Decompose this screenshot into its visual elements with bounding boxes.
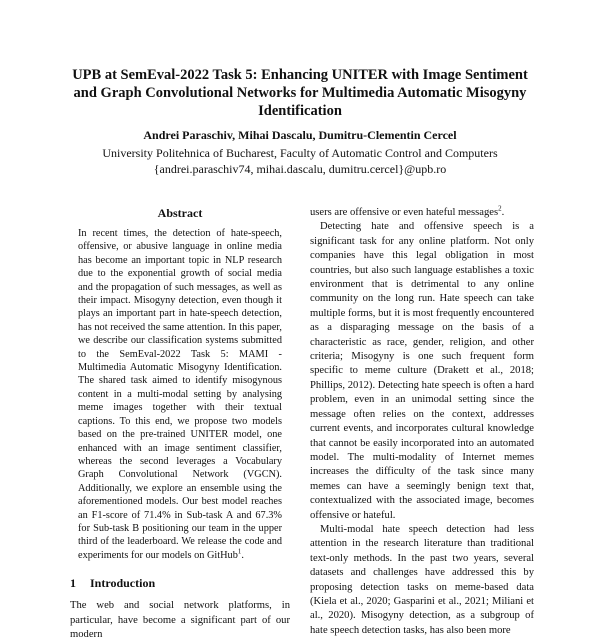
introduction-text: The web and social network platforms, in particular, have become a significant part of our modern xyxy=(70,600,290,640)
paragraph-hate-speech: Detecting hate and offensive speech is a significant task for any online platform. Not only companies have this legal obligation in most countries, but also such language establishes a toxic environment that is detrimental to any online community on the long run. Hate speech can take multiple forms, but it is most frequently encountered as a disparaging message on the basis of a characteristic as race, gender, religion, and other criteria; Misogyny is one such frequent form specific to meme culture (Drakett et al., 2018; Phillips, 2012). Detecting hate speech is often a hard problem, even in an unimodal setting since the message often relies on the context, addresses current events, and incorporates cultural knowledge that cannot be easily incorporated into an automated model. The multi-modality of Internet memes increases the difficulty of the task since many memes can have a seemingly benign text that, contextualized with the associated image, becomes offensive or hateful. xyxy=(310,221,534,521)
right-column xyxy=(310,206,534,638)
paper-affiliation: University Politehnica of Bucharest, Faculty of Automatic Control and Computers xyxy=(102,146,498,160)
footnote-mark-1: 1 xyxy=(237,547,242,556)
paragraph-multimodal: Multi-modal hate speech detection had less attention in the research literature than traditional text-only methods. In the past two years, several datasets and challenges have addressed this by proposing detection tasks on meme-based data (Kiela et al., 2020; Gasparini et al., 2021; Miliani et al., 2020). Misogyny detection, as a subgroup of hate speech detection tasks, has also been more xyxy=(310,523,534,636)
abstract-end-period: . xyxy=(241,549,244,561)
paragraph-continued xyxy=(310,206,534,220)
section-number: 1 xyxy=(70,576,76,591)
footnote-mark-2: 2 xyxy=(498,204,502,213)
section-title: Introduction xyxy=(90,576,156,591)
paper-email: {andrei.paraschiv74, mihai.dascalu, dumitru.cercel}@upb.ro xyxy=(153,162,447,176)
abstract-body-text: In recent times, the detection of hate-speech, offensive, or abusive language in online media has become an important topic in NLP research due to the exponential growth of social media and the propagation of such messages, as well as their impact. Misogyny detection, even though it plays an important part in hate-speech detection, has not received the same attention. In this paper, we describe our classification systems submitted to the SemEval-2022 Task 5: MAMI - Multimedia Automatic Misogyny Identification. The shared task aimed to identify misogynous content in a multi-modal setting by analysing meme images together with their textual captions. To this end, we propose two models based on the pre-trained UNITER model, one enhanced with an image sentiment classifier, whereas the second leverages a Vocabulary Graph Convolutional Network (VGCN). Additionally, we explore an ensemble using the aforementioned models. Our best model reaches an F1-score of 71.4% in Sub-task A and 67.3% for Sub-task B positioning our team in the upper third of the leaderboard. We release the code and experiments for our models on GitHub xyxy=(78,228,282,561)
continued-end-period: . xyxy=(501,207,505,218)
paper-authors: Andrei Paraschiv, Mihai Dascalu, Dumitru-Clementin Cercel xyxy=(143,128,457,142)
left-column xyxy=(70,206,290,642)
abstract-heading: Abstract xyxy=(157,206,203,220)
section-heading-introduction xyxy=(70,576,290,591)
continued-text: users are offensive or even hateful messages xyxy=(310,207,499,218)
abstract-text xyxy=(70,227,290,562)
paper-title: UPB at SemEval-2022 Task 5: Enhancing UNITER with Image Sentiment and Graph Convolutional Networks for Multimedia Automatic Misogyny Identification xyxy=(72,67,528,119)
